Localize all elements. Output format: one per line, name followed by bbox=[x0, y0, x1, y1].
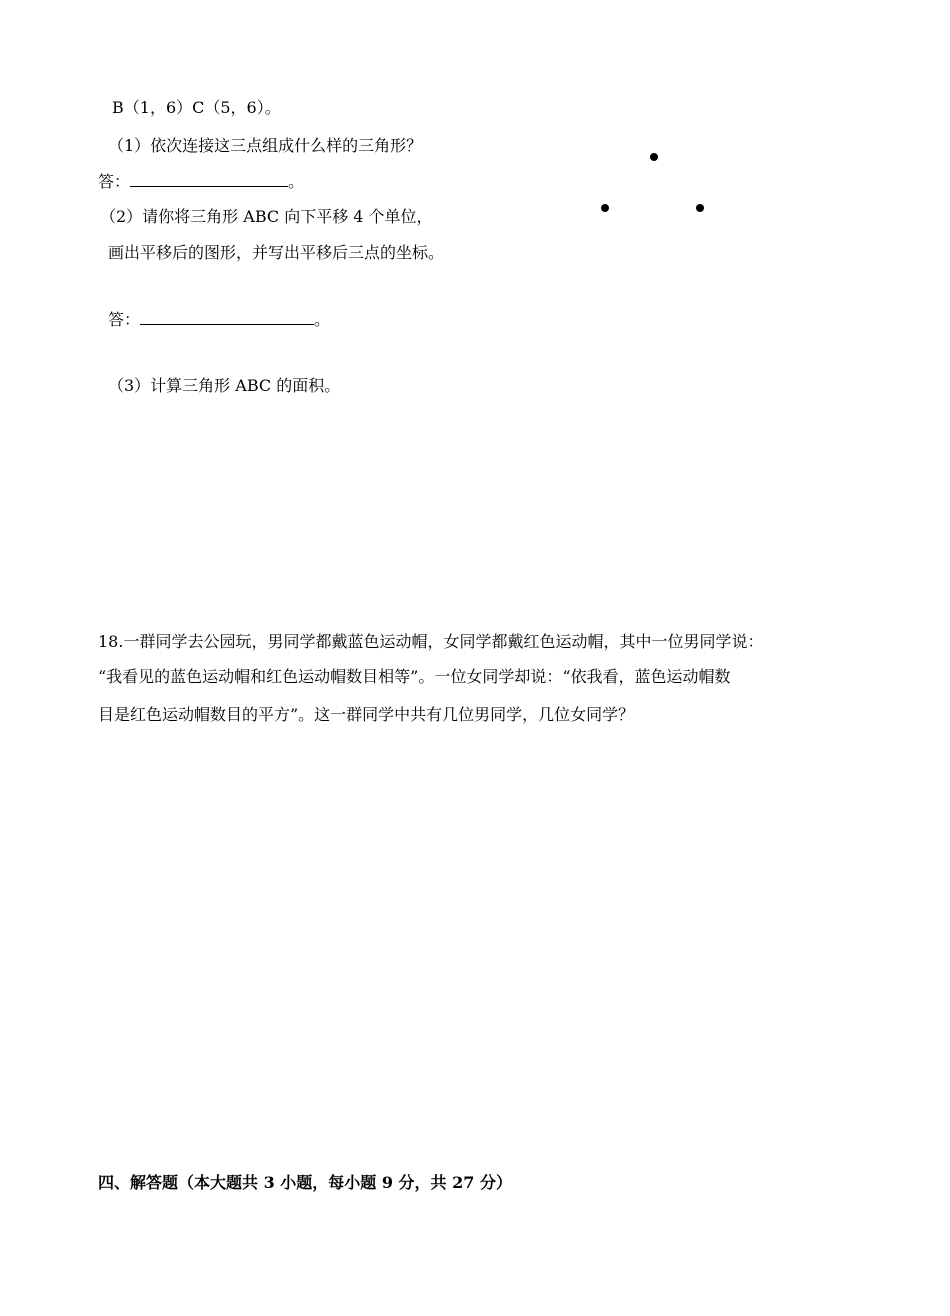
q18-text-line2: “我看见的蓝色运动帽和红色运动帽数目相等”。一位女同学却说：“依我看，蓝色运动帽数 bbox=[98, 667, 731, 686]
answer-label: 答： bbox=[98, 172, 131, 191]
q17-coordinates-line: B（1，6）C（5，6）。 bbox=[112, 98, 281, 117]
q17-answer-1 bbox=[98, 172, 304, 192]
answer-blank-2[interactable] bbox=[140, 310, 314, 325]
q18-text-line1: 18.一群同学去公园玩，男同学都戴蓝色运动帽，女同学都戴红色运动帽，其中一位男同学说： bbox=[98, 632, 764, 651]
point-dot bbox=[696, 204, 704, 212]
answer-end: 。 bbox=[314, 310, 331, 329]
answer-end: 。 bbox=[288, 172, 305, 191]
q17-part2-text-line2: 画出平移后的图形，并写出平移后三点的坐标。 bbox=[108, 243, 445, 262]
answer-label: 答： bbox=[108, 310, 141, 329]
q17-part3-text: （3）计算三角形 ABC 的面积。 bbox=[108, 376, 341, 395]
q17-part1-text: （1）依次连接这三点组成什么样的三角形？ bbox=[108, 136, 423, 155]
answer-blank-1[interactable] bbox=[130, 172, 288, 187]
point-dot bbox=[601, 204, 609, 212]
q18-text-line3: 目是红色运动帽数目的平方”。这一群同学中共有几位男同学，几位女同学？ bbox=[98, 705, 635, 724]
point-dot bbox=[650, 153, 658, 161]
section-heading: 四、解答题（本大题共 3 小题，每小题 9 分，共 27 分） bbox=[98, 1173, 512, 1192]
q17-part2-text-line1: （2）请你将三角形 ABC 向下平移 4 个单位， bbox=[100, 207, 433, 226]
q17-answer-2 bbox=[108, 310, 330, 330]
